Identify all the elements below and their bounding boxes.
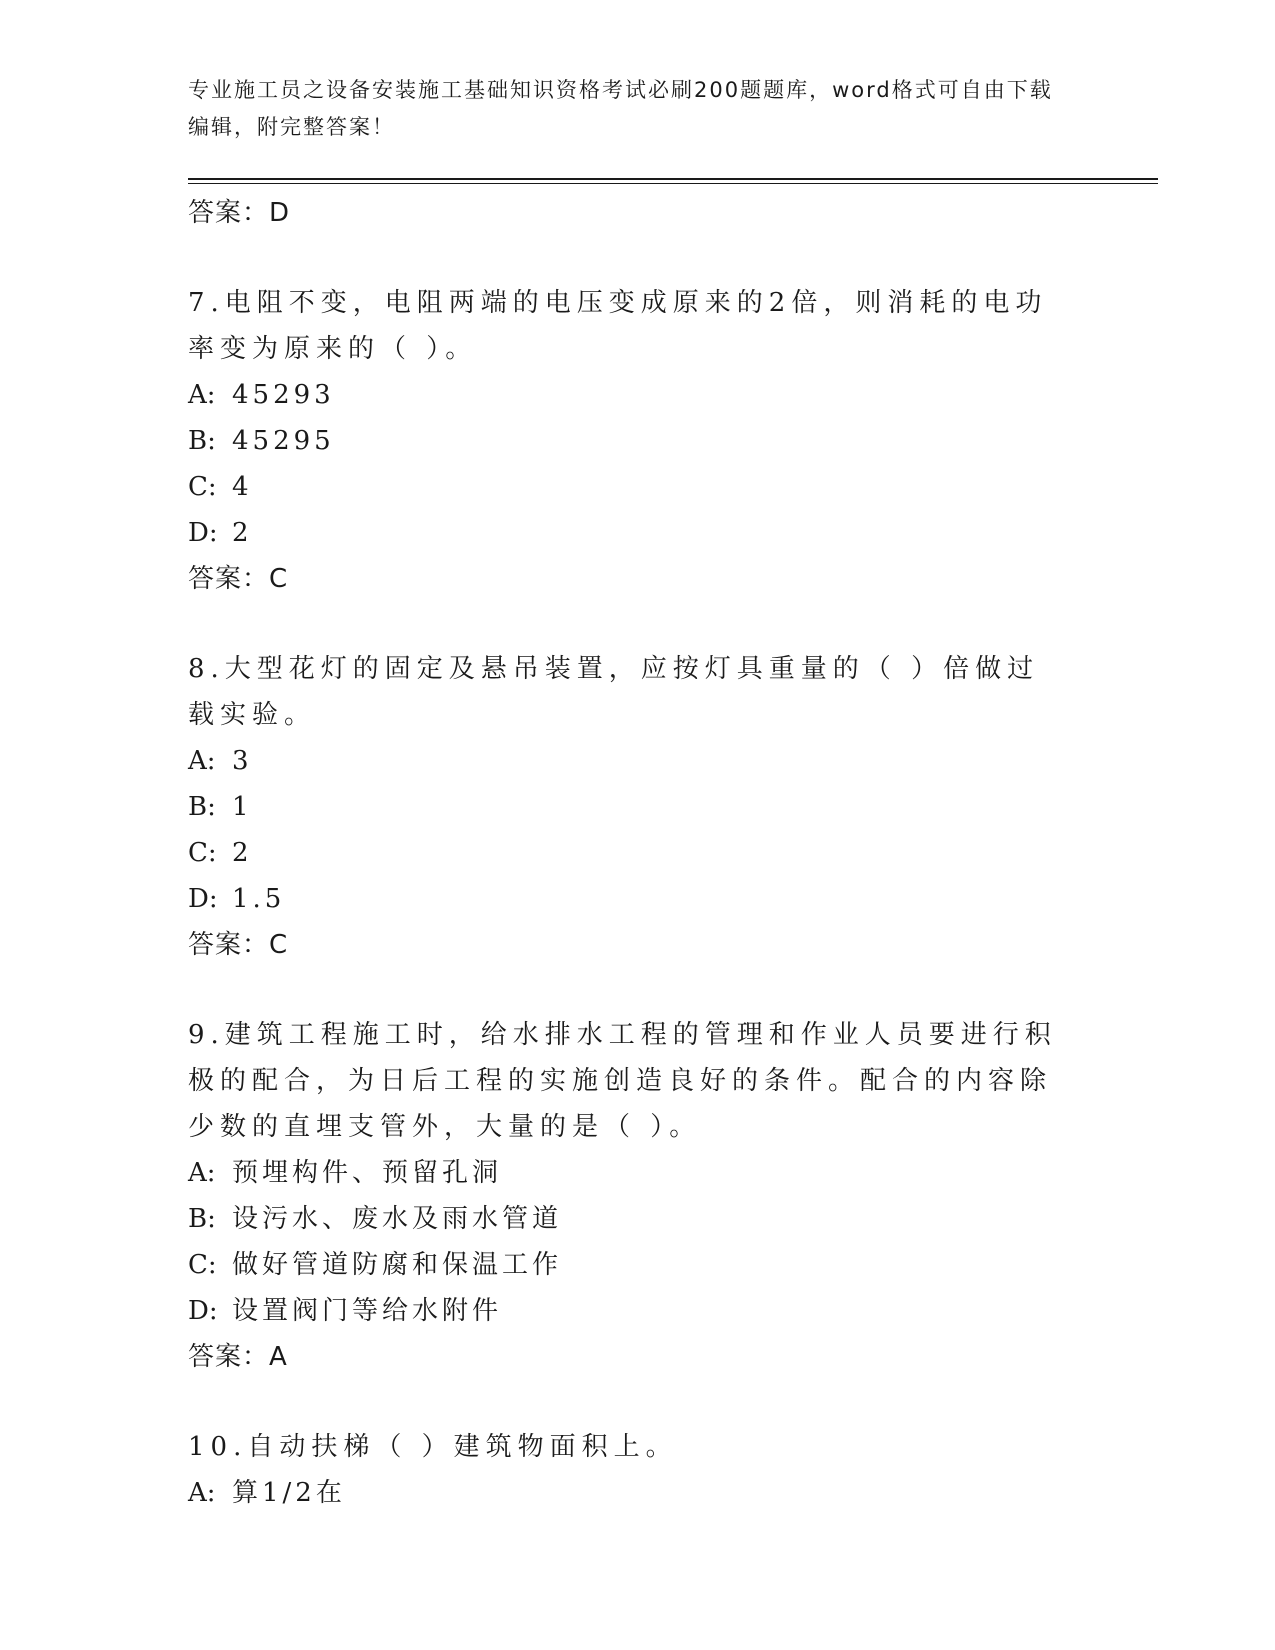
page-header: 专业施工员之设备安装施工基础知识资格考试必刷200题题库，word格式可自由下载编辑，附完整答案！: [188, 78, 1053, 139]
question-text: 10.自动扶梯（ ）建筑物面积上。: [188, 1432, 678, 1462]
question-block: [188, 1012, 1068, 1380]
answer-line: 答案：A: [188, 1342, 288, 1372]
spacer: [188, 1380, 1068, 1424]
header-divider-thick: [188, 178, 1158, 180]
question-block: [188, 646, 1068, 968]
option-d: D: 1.5: [188, 884, 286, 914]
question-text: 9.建筑工程施工时，给水排水工程的管理和作业人员要进行积极的配合，为日后工程的实施创造良好的条件。配合的内容除少数的直埋支管外，大量的是（ ）。: [188, 1020, 1057, 1142]
question-text: 8.大型花灯的固定及悬吊装置，应按灯具重量的（ ）倍做过载实验。: [188, 654, 1040, 730]
option-a: A: 3: [188, 746, 253, 776]
option-c: C: 2: [188, 838, 253, 868]
option-c: C: 做好管道防腐和保温工作: [188, 1250, 563, 1280]
spacer: [188, 602, 1068, 646]
spacer: [188, 968, 1068, 1012]
spacer: [188, 236, 1068, 280]
option-a: A: 45293: [188, 380, 335, 410]
option-a: A: 预埋构件、预留孔洞: [188, 1158, 503, 1188]
option-b: B: 1: [188, 792, 253, 822]
option-b: B: 设污水、废水及雨水管道: [188, 1204, 563, 1234]
question-list: [188, 190, 1068, 1516]
option-b: B: 45295: [188, 426, 335, 456]
question-block: [188, 280, 1068, 602]
option-d: D: 设置阀门等给水附件: [188, 1296, 503, 1326]
answer-line: 答案：C: [188, 930, 289, 960]
option-a: A: 算1/2在: [188, 1478, 346, 1508]
option-d: D: 2: [188, 518, 253, 548]
question-text: 7.电阻不变，电阻两端的电压变成原来的2倍，则消耗的电功率变为原来的（ ）。: [188, 288, 1048, 364]
previous-answer: 答案：D: [188, 198, 291, 228]
option-c: C: 4: [188, 472, 253, 502]
question-block: [188, 1424, 1068, 1516]
header-divider-thin: [188, 183, 1158, 184]
answer-line: 答案：C: [188, 564, 289, 594]
